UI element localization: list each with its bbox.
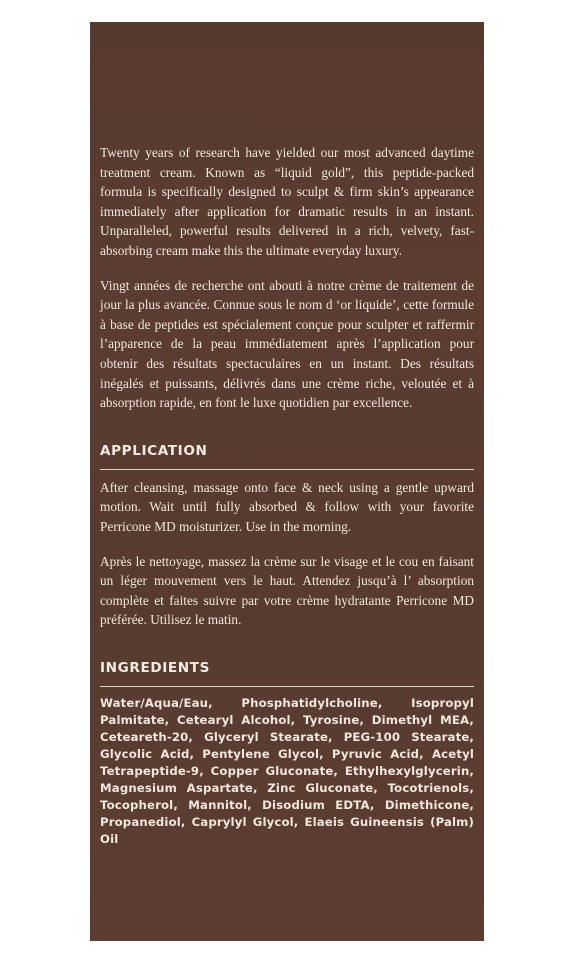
label-content [100, 143, 474, 848]
description-english: Twenty years of research have yielded our most advanced daytime treatment cream. Known as “liquid gold”, this peptide-packed formula is specifically designed to sculpt & firm skin’s appearance immediately after application for dramatic results in an instant. Unparalleled, powerful results delivered in a rich, velvety, fast-absorbing cream make this the ultimate everyday luxury. [100, 145, 474, 258]
ingredients-heading: INGREDIENTS [100, 659, 211, 676]
ingredients-list: Water/Aqua/Eau, Phosphatidylcholine, Isopropyl Palmitate, Cetearyl Alcohol, Tyrosine, Dimethyl MEA, Ceteareth-20, Glyceryl Stearate, PEG-100 Stearate, Glycolic Acid, Pentylene Glycol, Pyruvic Acid, Acetyl Tetrapeptide-9, Copper Gluconate, Ethylhexylglycerin, Magnesium Aspartate, Zinc Gluconate, Tocotrienols, Tocopherol, Mannitol, Disodium EDTA, Dimethicone, Propanediol, Caprylyl Glycol, Elaeis Guineensis (Palm) Oil [100, 695, 474, 846]
application-french: Après le nettoyage, massez la crème sur le visage et le cou en faisant un léger mouvement vers le haut. Attendez jusqu’à l’ absorption complète et faites suivre par votre crème hydratante Perricone MD préférée. Utilisez le matin. [100, 553, 474, 628]
application-divider [100, 469, 474, 470]
application-english: After cleansing, massage onto face & neck using a gentle upward motion. Wait until fully absorbed & follow with your favorite Perricone MD moisturizer. Use in the morning. [100, 479, 474, 534]
ingredients-divider [100, 686, 474, 687]
section-spacer [100, 645, 474, 659]
product-box-back-panel [90, 22, 484, 941]
section-spacer [100, 428, 474, 442]
description-french: Vingt années de recherche ont abouti à notre crème de traitement de jour la plus avancée. Connue sous le nom d ‘or liquide’, cette formule à base de peptides est spécialement conçue pour sculpter et raffermir l’apparence de la peau immédiatement après l’application pour obtenir des résultats spectaculaires en un instant. Des résultats inégalés et puissants, délivrés dans une crème riche, veloutée et à absorption rapide, en font le luxe quotidien par excellence. [100, 277, 474, 411]
application-heading: APPLICATION [100, 442, 208, 459]
